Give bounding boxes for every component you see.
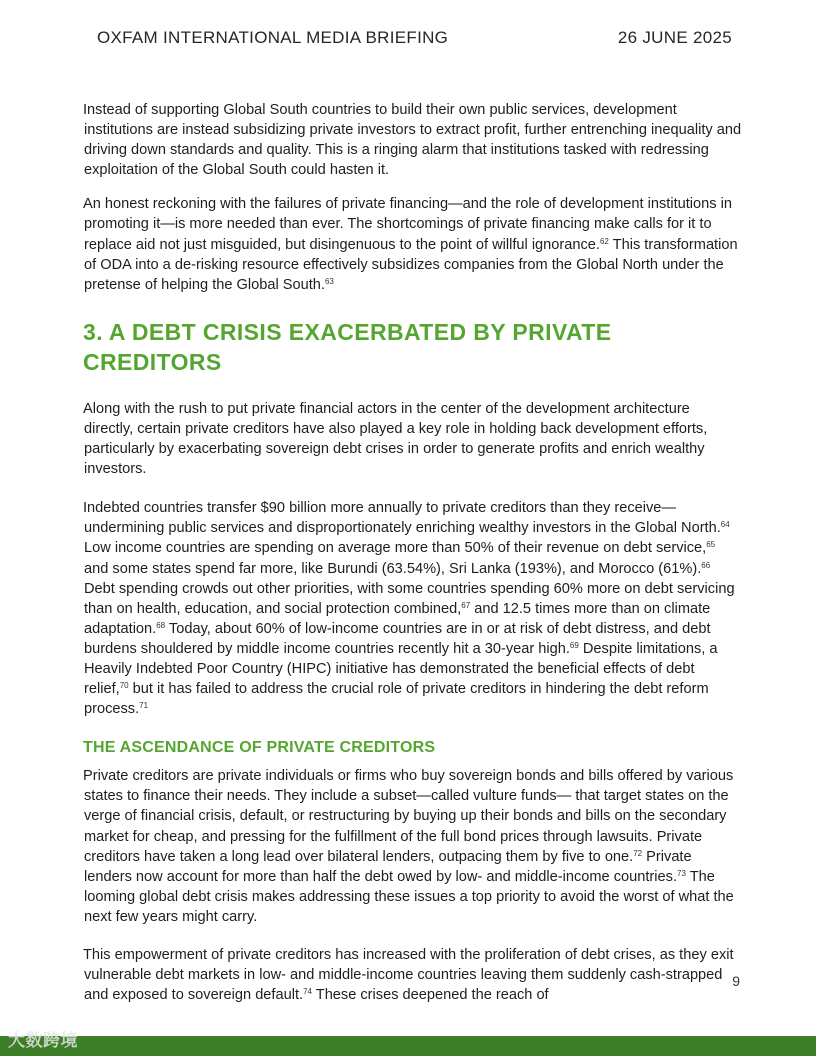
text-run: Indebted countries transfer $90 billion more annually to private creditors than they receive—undermining public services and disproportionately enriching wealthy investors in the Global North. <box>83 500 721 537</box>
text-run: Debt spending crowds out other priorities, with some countries spending 60% more on debt servicing than on health, education, and social protection combined, <box>84 580 735 617</box>
footnote-ref-71[interactable]: 71 <box>139 701 149 711</box>
footnote-ref-72[interactable]: 72 <box>633 848 643 858</box>
footnote-ref-67[interactable]: 67 <box>461 600 471 610</box>
text-run: Today, about 60% of low-income countries are in or at risk of debt distress, and debt burdens shouldered by middle income countries recently hit a 30-year high. <box>84 620 711 657</box>
footnote-ref-69[interactable]: 69 <box>569 640 579 650</box>
text-run: Private creditors are private individuals or firms who buy sovereign bonds and bills offered by various states to finance their needs. They include a subset—called vulture funds— that target states on the verge of financial crisis, default, or restructuring by buying up their bonds and bills on the secondary market for cheap, and pressing for the fulfillment of the full bond prices through lawsuits. Private creditors have taken a long lead over bilateral lenders, outpacing them by five to one. <box>83 768 734 865</box>
paragraph-private-actors: Along with the rush to put private financial actors in the center of the development architecture directly, certain private creditors have also played a key role in holding back development efforts, particularly by exacerbating sovereign debt crises in order to generate profits and enrich wealthy investors. <box>83 400 708 478</box>
text-run: and 12.5 times more than on climate adaptation. <box>84 600 711 637</box>
footnote-ref-74[interactable]: 74 <box>303 987 312 997</box>
text-run: The looming global debt crisis makes addressing these issues a top priority to avoid the worst of what the next few years might carry. <box>84 868 734 925</box>
section-heading-debt-crisis: 3. A DEBT CRISIS EXACERBATED BY PRIVATE CREDITORS <box>83 318 612 375</box>
footer-bar <box>0 1036 816 1056</box>
subsection-heading-private-creditors: THE ASCENDANCE OF PRIVATE CREDITORS <box>83 739 436 757</box>
footnote-ref-68[interactable]: 68 <box>156 620 166 630</box>
text-run: Low income countries are spending on average more than 50% of their revenue on debt service, <box>84 540 707 557</box>
footnote-ref-64[interactable]: 64 <box>720 520 730 530</box>
watermark-logo: 大数跨境 <box>8 1031 78 1050</box>
footnote-ref-63[interactable]: 63 <box>324 276 334 286</box>
text-run: These crises deepened the reach of <box>311 987 549 1004</box>
text-run: Despite limitations, a Heavily Indebted Poor Country (HIPC) initiative has demonstrated the beneficial effects of debt relief, <box>84 640 718 698</box>
footnote-ref-66[interactable]: 66 <box>701 560 711 570</box>
header-publication: OXFAM INTERNATIONAL MEDIA BRIEFING <box>97 28 449 47</box>
paragraph-indebted-countries <box>83 498 743 719</box>
paragraph-private-creditors-definition <box>83 766 743 927</box>
text-run: Private lenders now account for more than half the debt owed by low- and middle-income countries. <box>84 848 692 885</box>
footnote-ref-73[interactable]: 73 <box>677 868 686 878</box>
footnote-ref-70[interactable]: 70 <box>119 681 129 691</box>
paragraph-honest-reckoning <box>83 194 743 294</box>
text-run: but it has failed to address the crucial role of private creditors in hindering the debt reform process. <box>84 681 709 718</box>
text-run: This transformation of ODA into a de-risking resource effectively subsidizes companies from the Global North under the pretense of helping the Global South. <box>84 236 738 293</box>
document-body <box>83 100 743 1005</box>
footnote-ref-65[interactable]: 65 <box>706 540 716 550</box>
text-run: This empowerment of private creditors has increased with the proliferation of debt crises, as they exit vulnerable debt markets in low- and middle-income countries leaving them suddenly cash-strapped and exposed to sovereign default. <box>83 947 734 1004</box>
footnote-ref-62[interactable]: 62 <box>599 236 609 246</box>
paragraph-empowerment <box>83 945 743 1005</box>
paragraph-public-services: Instead of supporting Global South countries to build their own public services, development institutions are instead subsidizing private investors to extract profit, further entrenching inequality and driving down standards and quality. This is a ringing alarm that institutions tasked with redressing exploitation of the Global South could hasten it. <box>83 102 742 179</box>
text-run: An honest reckoning with the failures of private financing—and the role of development institutions in promoting it—is more needed than ever. The shortcomings of private financing make calls for it to replace aid not just misguided, but disingenuous to the point of willful ignorance. <box>83 196 732 253</box>
page-number: 9 <box>732 973 740 989</box>
header-date: 26 JUNE 2025 <box>617 28 732 47</box>
text-run: and some states spend far more, like Burundi (63.54%), Sri Lanka (193%), and Morocco (61%). <box>84 560 702 577</box>
